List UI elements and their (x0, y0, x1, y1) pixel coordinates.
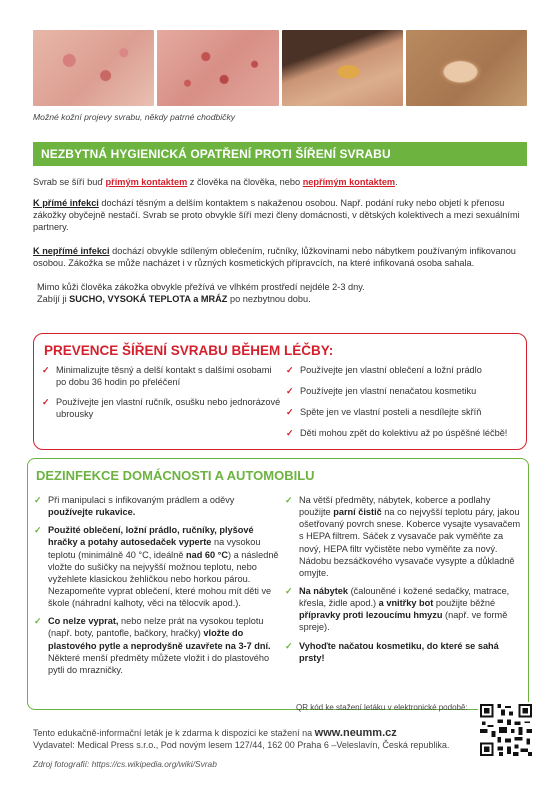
prevention-box (33, 333, 527, 450)
check-icon: ✓ (34, 525, 42, 536)
section-title-hygiene: NEZBYTNÁ HYGIENICKÁ OPATŘENÍ PROTI ŠÍŘENÍ SVRABU (33, 142, 527, 166)
list-item: ✓ Děti mohou zpět do kolektivu až po úspěšné léčbě! (286, 428, 508, 439)
qr-note: QR kód ke stažení letáku v elektronické podobě: (296, 703, 468, 712)
check-icon: ✓ (285, 495, 293, 505)
check-icon: ✓ (286, 365, 294, 375)
skin-photo-3 (282, 30, 403, 106)
qr-code-icon[interactable] (478, 702, 534, 758)
list-item: ✓ Spěte jen ve vlastní posteli a nesdílejte skříň (286, 407, 482, 418)
check-icon: ✓ (34, 616, 42, 627)
footer-photo-source: Zdroj fotografií: https://cs.wikipedia.org/wiki/Svrab (33, 759, 217, 769)
list-item: ✓ Minimalizujte těsný a delší kontakt s dalšími osobami po dobu 36 hodin po přeléčení (42, 365, 272, 388)
footer-publisher: Vydavatel: Medical Press s.r.o., Pod novým lesem 127/44, 162 00 Praha 6 –Veleslavín, Česká republika. (33, 740, 450, 750)
list-item: ✓ Na větší předměty, nábytek, koberce a podlahy použijte parní čistič na co nejvyšší teplotu páry, jakou ošetřovaný povrch snese. Koberce vysajte vysavačem s HEPA filtrem. Sáček z vysavače pak vyměňte za nový, HEPA filtr vyčistěte nebo vyměňte za nový. Nádobu bezsáčkového vysavače vysypte a důkladně omyjte. (285, 495, 521, 578)
check-icon: ✓ (42, 397, 50, 408)
list-item: ✓ Vyhoďte načatou kosmetiku, do které se sahá prsty! (285, 640, 499, 663)
disinfection-title: DEZINFEKCE DOMÁCNOSTI A AUTOMOBILU (36, 468, 315, 483)
paragraph-survival: Mimo kůži člověka zákožka obvykle přežívá ve vlhkém prostředí nejdéle 2-3 dny. Zabíjí ji SUCHO, VYSOKÁ TEPLOTA a MRÁZ po nezbytnou dobu. (37, 282, 365, 305)
skin-photo-2 (157, 30, 278, 106)
check-icon: ✓ (285, 585, 293, 596)
check-icon: ✓ (286, 407, 294, 418)
list-item: ✓ Při manipulaci s infikovaným prádlem a oděvy používejte rukavice. (34, 495, 235, 518)
list-item: ✓ Na nábytek (čalouněné i kožené sedačky, matrace, křesla, židle apod.) a vnitřky bot použijte běžné přípravky proti lezoucímu hmyzu (např. ve formě spreje). (285, 585, 510, 633)
check-icon: ✓ (285, 640, 293, 651)
check-icon: ✓ (286, 386, 294, 397)
prevention-left-list (42, 364, 282, 427)
disinfection-left-list (34, 494, 279, 682)
disinfection-box (27, 458, 529, 710)
paragraph-indirect: K nepřímé infekci dochází obvykle sdíleným oblečením, ručníky, lůžkovinami nebo nábytkem používaným infikovanou osobou. Zákožka se může nacházet i v různých kosmetických přípravcích, na které infikovaná osoba sahala. (33, 246, 516, 269)
disinfection-right-list (285, 494, 521, 670)
footer-download-note: Tento edukačně-informační leták je k zdarma k dispozici ke stažení na www.neumm.cz (33, 727, 397, 739)
paragraph-direct: K přímé infekci dochází těsným a delším kontaktem s nakaženou osobou. Např. podání ruky nebo objetí k přenosu zákožky obyčejně nestačí. Svrab se proto obvykle šíří mezi členy domácnosti, v dětských kolektivech a mezi sexuálními partnery. (33, 198, 520, 233)
paragraph-intro: Svrab se šíří buď přímým kontaktem z člověka na člověka, nebo nepřímým kontaktem. (33, 177, 398, 187)
list-item: ✓ Používejte jen vlastní ručník, osušku nebo jednorázové ubrousky (42, 397, 281, 420)
photo-strip (33, 30, 527, 106)
skin-photo-4 (406, 30, 527, 106)
list-item: ✓ Co nelze vyprat, nebo nelze prát na vysokou teplotu (např. boty, pantofle, bačkory, hračky) vložte do plastového pytle a neprodyšně uzavřete na 3-7 dní. Některé menší předměty můžete vložit i do plastového pytli do mrazničky. (34, 616, 271, 675)
check-icon: ✓ (42, 365, 50, 375)
photo-caption: Možné kožní projevy svrabu, někdy patrné chodbičky (33, 112, 236, 122)
prevention-title: PREVENCE ŠÍŘENÍ SVRABU BĚHEM LÉČBY: (44, 343, 334, 358)
list-item: ✓ Používejte jen vlastní nenačatou kosmetiku (286, 386, 477, 397)
list-item: ✓ Použité oblečení, ložní prádlo, ručníky, plyšové hračky a potahy autosedaček vyperte na vysokou teplotu (minimálně 40 °C, ideálně nad 60 °C) a následně vložte do sušičky na nejvyšší možnou teplotu, nebo vyžehlete klasickou žehličkou nebo horkou párou. Nezapomeňte vyprat oblečení, které mohou mít děti ve škole (náhradní kalhoty, věci na tělocvik apod.). (34, 525, 279, 609)
skin-photo-1 (33, 30, 154, 106)
check-icon: ✓ (34, 495, 42, 505)
footer-url-link[interactable]: www.neumm.cz (314, 727, 397, 739)
list-item: ✓ Používejte jen vlastní oblečení a ložní prádlo (286, 365, 482, 375)
check-icon: ✓ (286, 428, 294, 439)
prevention-right-list (286, 364, 522, 446)
